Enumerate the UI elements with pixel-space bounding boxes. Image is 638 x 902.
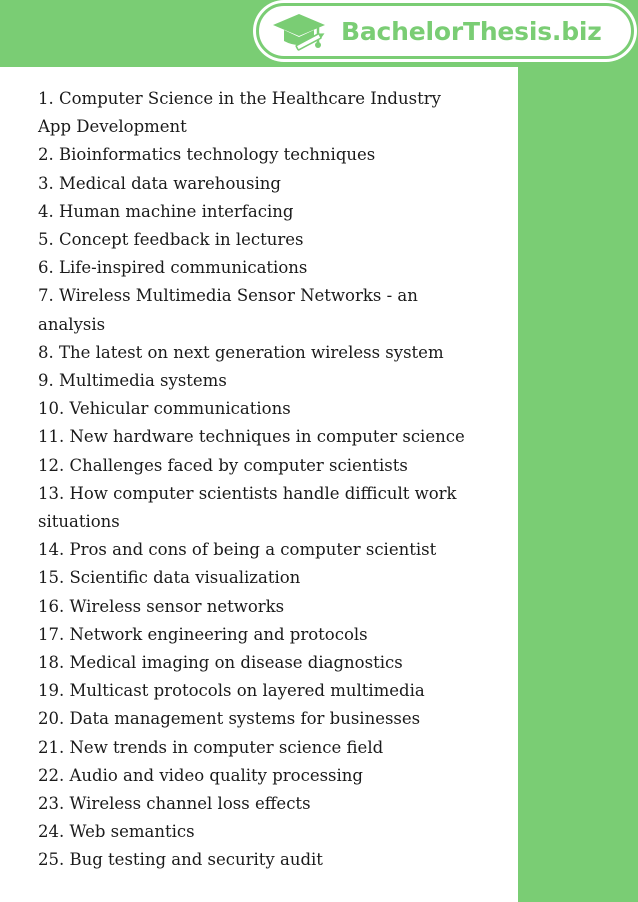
list-item: 5. Concept feedback in lectures (38, 230, 304, 250)
list-item: 3. Medical data warehousing (38, 173, 281, 193)
list-item: 15. Scientific data visualization (38, 568, 301, 588)
list-item: 14. Pros and cons of being a computer scientist (38, 540, 437, 560)
topic-list (38, 85, 468, 875)
list-item: 8. The latest on next generation wireless system (38, 342, 444, 362)
list-item: 10. Vehicular communications (38, 399, 291, 419)
list-item: 12. Challenges faced by computer scientists (38, 455, 408, 475)
site-logo[interactable] (256, 3, 634, 59)
list-item: 19. Multicast protocols on layered multimedia (38, 681, 425, 701)
list-item: 23. Wireless channel loss effects (38, 794, 311, 814)
list-item: 11. New hardware techniques in computer science (38, 427, 465, 447)
list-item: 18. Medical imaging on disease diagnostics (38, 653, 403, 673)
list-item: 24. Web semantics (38, 822, 195, 842)
list-item: 7. Wireless Multimedia Sensor Networks - an analysis (38, 286, 418, 334)
graduation-cap-icon (271, 10, 327, 52)
list-item: 17. Network engineering and protocols (38, 624, 368, 644)
list-item: 20. Data management systems for businesses (38, 709, 421, 729)
list-item: 16. Wireless sensor networks (38, 596, 285, 616)
list-item: 6. Life-inspired communications (38, 258, 308, 278)
list-item: 13. How computer scientists handle difficult work situations (38, 483, 457, 532)
list-item: 25. Bug testing and security audit (38, 850, 323, 870)
list-item: 1. Computer Science in the Healthcare Industry App Development (38, 89, 441, 137)
list-item: 22. Audio and video quality processing (38, 765, 363, 785)
list-item: 21. New trends in computer science field (38, 737, 384, 757)
list-item: 2. Bioinformatics technology techniques (38, 145, 376, 165)
list-item: 9. Multimedia systems (38, 371, 227, 391)
side-band (518, 67, 638, 902)
list-item: 4. Human machine interfacing (38, 201, 294, 221)
logo-text: BachelorThesis.biz (341, 16, 602, 46)
